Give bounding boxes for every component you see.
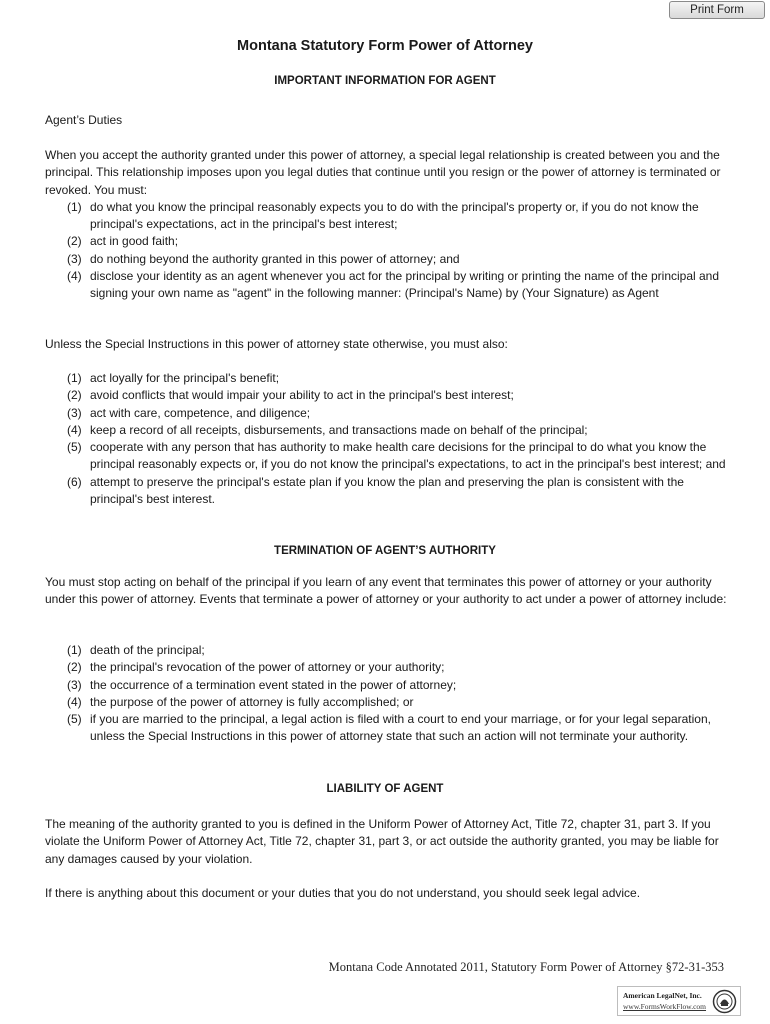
list-item	[45, 677, 735, 694]
list-text: act loyally for the principal's benefit;	[90, 371, 280, 385]
list-number: (5)	[67, 440, 82, 455]
publisher-logo	[617, 986, 741, 1016]
section-heading-termination: TERMINATION OF AGENT’S AUTHORITY	[274, 545, 496, 557]
unless-paragraph: Unless the Special Instructions in this power of attorney state otherwise, you must also:	[45, 337, 508, 351]
agents-duties-section	[45, 147, 735, 303]
legal-advice-paragraph: If there is anything about this document or your duties that you do not understand, you should seek legal advice.	[45, 886, 641, 900]
termination-events-list	[45, 642, 735, 746]
list-item	[45, 405, 735, 422]
list-text: keep a record of all receipts, disbursements, and transactions made on behalf of the principal;	[90, 422, 588, 437]
list-number: (2)	[67, 660, 82, 675]
statute-citation: Montana Code Annotated 2011, Statutory Form Power of Attorney §72-31-353	[328, 960, 724, 974]
list-number: (3)	[67, 251, 82, 266]
section-heading-important-information: IMPORTANT INFORMATION FOR AGENT	[274, 75, 496, 87]
list-text: act with care, competence, and diligence;	[90, 405, 311, 420]
list-item	[45, 694, 735, 711]
print-form-button[interactable]: Print Form	[669, 1, 765, 19]
list-item	[45, 659, 735, 676]
list-item	[45, 199, 735, 234]
document-title: Montana Statutory Form Power of Attorney	[237, 38, 533, 54]
list-number: (1)	[67, 371, 82, 385]
list-number: (4)	[67, 694, 82, 709]
duties-intro-paragraph: When you accept the authority granted under this power of attorney, a special legal relationship is created between you and the principal. This relationship imposes upon you legal duties that continue until you resign or the power of attorney is terminated or revoked. You must:	[45, 148, 721, 197]
list-text: the principal's revocation of the power of attorney or your authority;	[90, 660, 445, 675]
list-item	[45, 251, 735, 268]
publisher-emblem-icon	[712, 989, 737, 1014]
list-item	[45, 370, 735, 387]
list-item	[45, 233, 735, 250]
list-item	[45, 268, 735, 303]
list-text: the occurrence of a termination event stated in the power of attorney;	[90, 677, 457, 692]
list-text: do what you know the principal reasonably expects you to do with the principal's property or, if you do not know the principal's expectations, act in the principal's best interest;	[90, 199, 699, 232]
list-text: avoid conflicts that would impair your ability to act in the principal's best interest;	[90, 388, 514, 403]
list-number: (3)	[67, 405, 82, 420]
additional-duties-section	[45, 370, 735, 508]
liability-paragraph: The meaning of the authority granted to you is defined in the Uniform Power of Attorney Act, Title 72, chapter 31, part 3. If you violate the Uniform Power of Attorney Act, Title 72, chapter 31, part 3, or act outside the authority granted, you may be liable for any damages caused by your violation.	[45, 817, 719, 866]
publisher-url-link[interactable]: www.FormsWorkFlow.com	[623, 1002, 707, 1011]
list-number: (5)	[67, 712, 82, 727]
list-text: death of the principal;	[90, 643, 205, 657]
list-number: (4)	[67, 422, 82, 437]
list-number: (2)	[67, 388, 82, 403]
section-heading-liability: LIABILITY OF AGENT	[326, 783, 444, 795]
list-item	[45, 642, 735, 659]
list-text: disclose your identity as an agent whenever you act for the principal by writing or printing the name of the principal and signing your own name as "agent" in the following manner: (Principal's Name) by (Your Signature) as Agent	[90, 269, 720, 301]
list-item	[45, 474, 735, 509]
list-item	[45, 439, 735, 474]
list-text: if you are married to the principal, a legal action is filed with a court to end your marriage, or for your legal separation, unless the Special Instructions in this power of attorney state that such an action will not terminate your authority.	[90, 712, 711, 744]
additional-duties-list	[45, 370, 735, 508]
list-number: (2)	[67, 234, 82, 249]
list-number: (1)	[67, 643, 82, 657]
termination-events-section	[45, 642, 735, 746]
list-item	[45, 387, 735, 404]
agents-duties-subheading: Agent’s Duties	[45, 113, 123, 127]
list-number: (1)	[67, 199, 82, 214]
list-text: cooperate with any person that has authority to make health care decisions for the principal to do what you know the principal reasonably expects or, if you do not know the principal's expectations, to act in the principal's best interest; and	[90, 440, 726, 472]
termination-intro-paragraph: You must stop acting on behalf of the principal if you learn of any event that terminates this power of attorney or your authority under this power of attorney. Events that terminate a power of attorney or your authority to act under a power of attorney include:	[45, 575, 727, 607]
list-text: do nothing beyond the authority granted in this power of attorney; and	[90, 251, 460, 266]
duties-list	[45, 199, 735, 303]
list-item	[45, 711, 735, 746]
list-text: the purpose of the power of attorney is fully accomplished; or	[90, 694, 414, 709]
list-number: (3)	[67, 677, 82, 692]
publisher-name: American LegalNet, Inc.	[623, 991, 702, 1000]
list-number: (6)	[67, 474, 82, 489]
list-text: attempt to preserve the principal's estate plan if you know the plan and preserving the plan is consistent with the principal's best interest.	[90, 474, 684, 507]
list-number: (4)	[67, 269, 82, 284]
list-item	[45, 422, 735, 439]
list-text: act in good faith;	[90, 234, 179, 249]
